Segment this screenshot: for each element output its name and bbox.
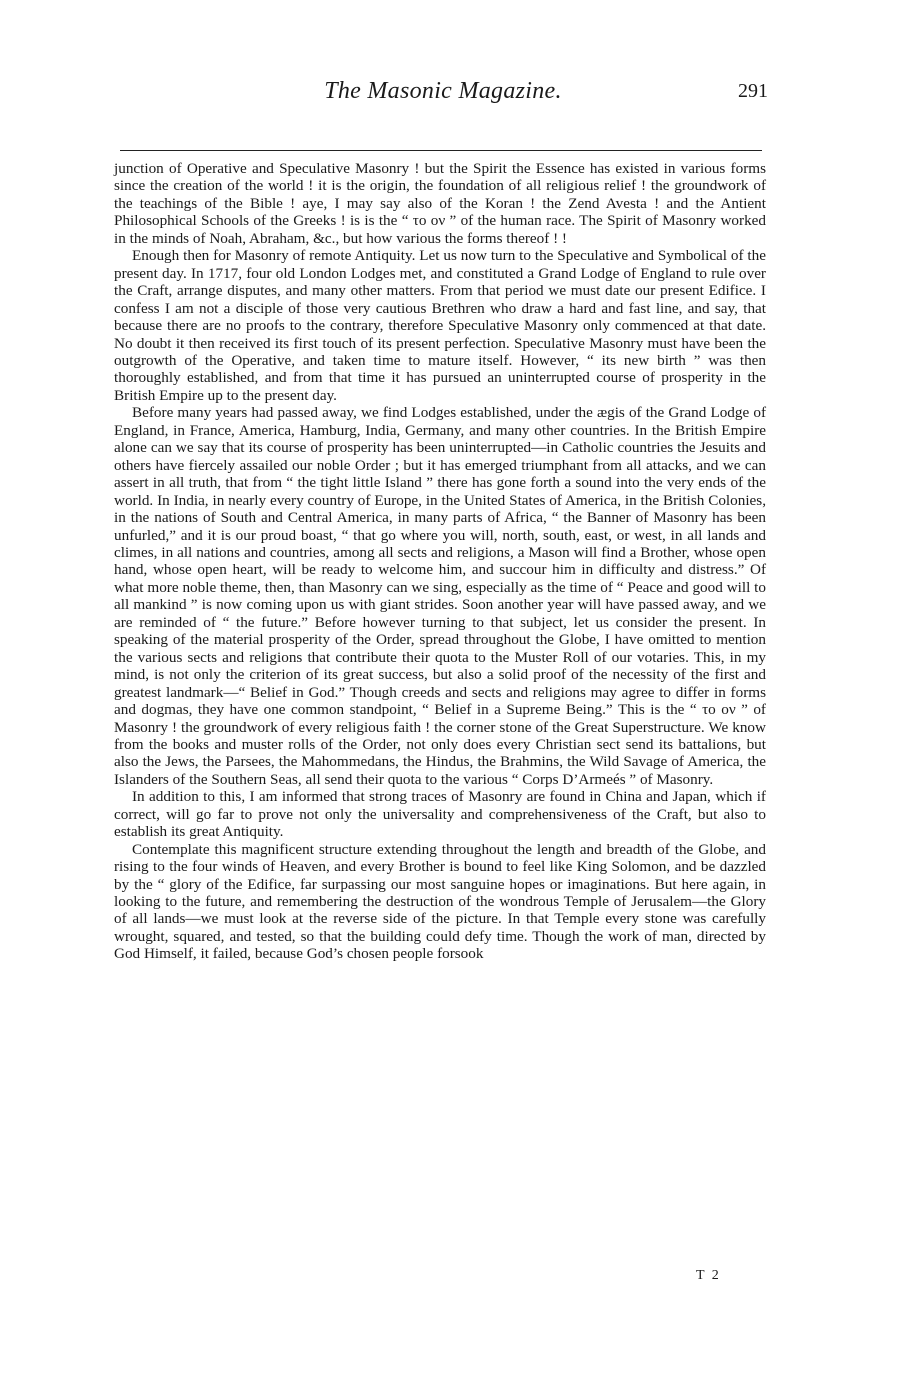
article-body xyxy=(114,160,766,963)
signature-mark: T 2 xyxy=(696,1268,721,1283)
header-rule xyxy=(120,150,762,151)
page-header xyxy=(118,74,768,114)
paragraph: Contemplate this magnificent structure extending throughout the length and breadth of the Globe, and rising to the four winds of Heaven, and every Brother is bound to feel like King Solomon, and be dazzled by the “ glory of the Edifice, far surpassing our most sanguine hopes or imaginations. But here again, in looking to the future, and remembering the destruction of the wondrous Temple of Jerusalem—the Glory of all lands—we must look at the reverse side of the picture. In that Temple every stone was carefully wrought, squared, and tested, so that the building could defy time. Though the work of man, directed by God Himself, it failed, because God’s chosen people forsook xyxy=(114,840,766,963)
page-number: 291 xyxy=(738,80,768,102)
paragraph: In addition to this, I am informed that strong traces of Masonry are found in China and Japan, which if correct, will go far to prove not only the universality and comprehensiveness of the Craft, but also to establish its great Antiquity. xyxy=(114,788,766,841)
paragraph: Before many years had passed away, we find Lodges established, under the ægis of the Grand Lodge of England, in France, America, Hamburg, India, Germany, and many other countries. In the British Empire alone can we say that its course of prosperity has been uninterrupted—in Catholic countries the Jesuits and others have fiercely assailed our noble Order ; but it has emerged triumphant from all attacks, and we can assert in all truth, that from “ the tight little Island ” there has gone forth a sound into the very ends of the world. In India, in nearly every country of Europe, in the United States of America, in the British Colonies, in the nations of South and Central America, in many parts of Africa, “ the Banner of Masonry has been unfurled,” and it is our proud boast, “ that go where you will, north, south, east, or west, in all lands and climes, in all nations and countries, among all sects and religions, a Mason will find a Brother, whose open hand, whose open heart, will be ready to welcome him, and succour him in difficulty and distress.” Of what more noble theme, then, than Masonry can we sing, especially as the time of “ Peace and good will to all mankind ” is now coming upon us with giant strides. Soon another year will have passed away, and we are reminded of “ the future.” Before however turning to that subject, let us consider the present. In speaking of the material prosperity of the Order, spread throughout the Globe, I have omitted to mention the various sects and religions that contribute their quota to the Muster Roll of our votaries. This, in my mind, is not only the criterion of its great success, but also a solid proof of the necessity of the first and greatest landmark—“ Belief in God.” Though creeds and sects and religions may agree to differ in forms and dogmas, they have one common standpoint, “ Belief in a Supreme Being.” This is the “ το ον ” of Masonry ! the groundwork of every religious faith ! the corner stone of the Great Superstructure. We know from the books and muster rolls of the Order, not only does every Christian sect send its battalions, but also the Jews, the Parsees, the Mahommedans, the Hindus, the Brahmins, the Wild Savage of America, the Islanders of the Southern Seas, all send their quota to the various “ Corps D’Armeés ” of Masonry. xyxy=(114,404,766,788)
paragraph: junction of Operative and Speculative Masonry ! but the Spirit the Essence has existed in various forms since the creation of the world ! it is the origin, the foundation of all religious relief ! the groundwork of the teachings of the Bible ! aye, I may say also of the Koran ! the Zend Avesta ! and the Antient Philosophical Schools of the Greeks ! is is the “ το ον ” of the human race. The Spirit of Masonry worked in the minds of Noah, Abraham, &c., but how various the forms thereof ! ! xyxy=(114,160,766,247)
running-title: The Masonic Magazine. xyxy=(324,78,562,104)
paragraph: Enough then for Masonry of remote Antiquity. Let us now turn to the Speculative and Symbolical of the present day. In 1717, four old London Lodges met, and constituted a Grand Lodge of England to rule over the Craft, arrange disputes, and many other matters. From that period we must date our present Edifice. I confess I am not a disciple of those very cautious Brethren who draw a hard and fast line, and say, that because there are no proofs to the contrary, therefore Speculative Masonry only commenced at that date. No doubt it then received its first touch of its present perfection. Speculative Masonry must have been the outgrowth of the Operative, and taken time to mature itself. However, “ its new birth ” was then thoroughly established, and from that time it has pursued an uninterrupted course of prosperity in the British Empire up to the present day. xyxy=(114,247,766,404)
